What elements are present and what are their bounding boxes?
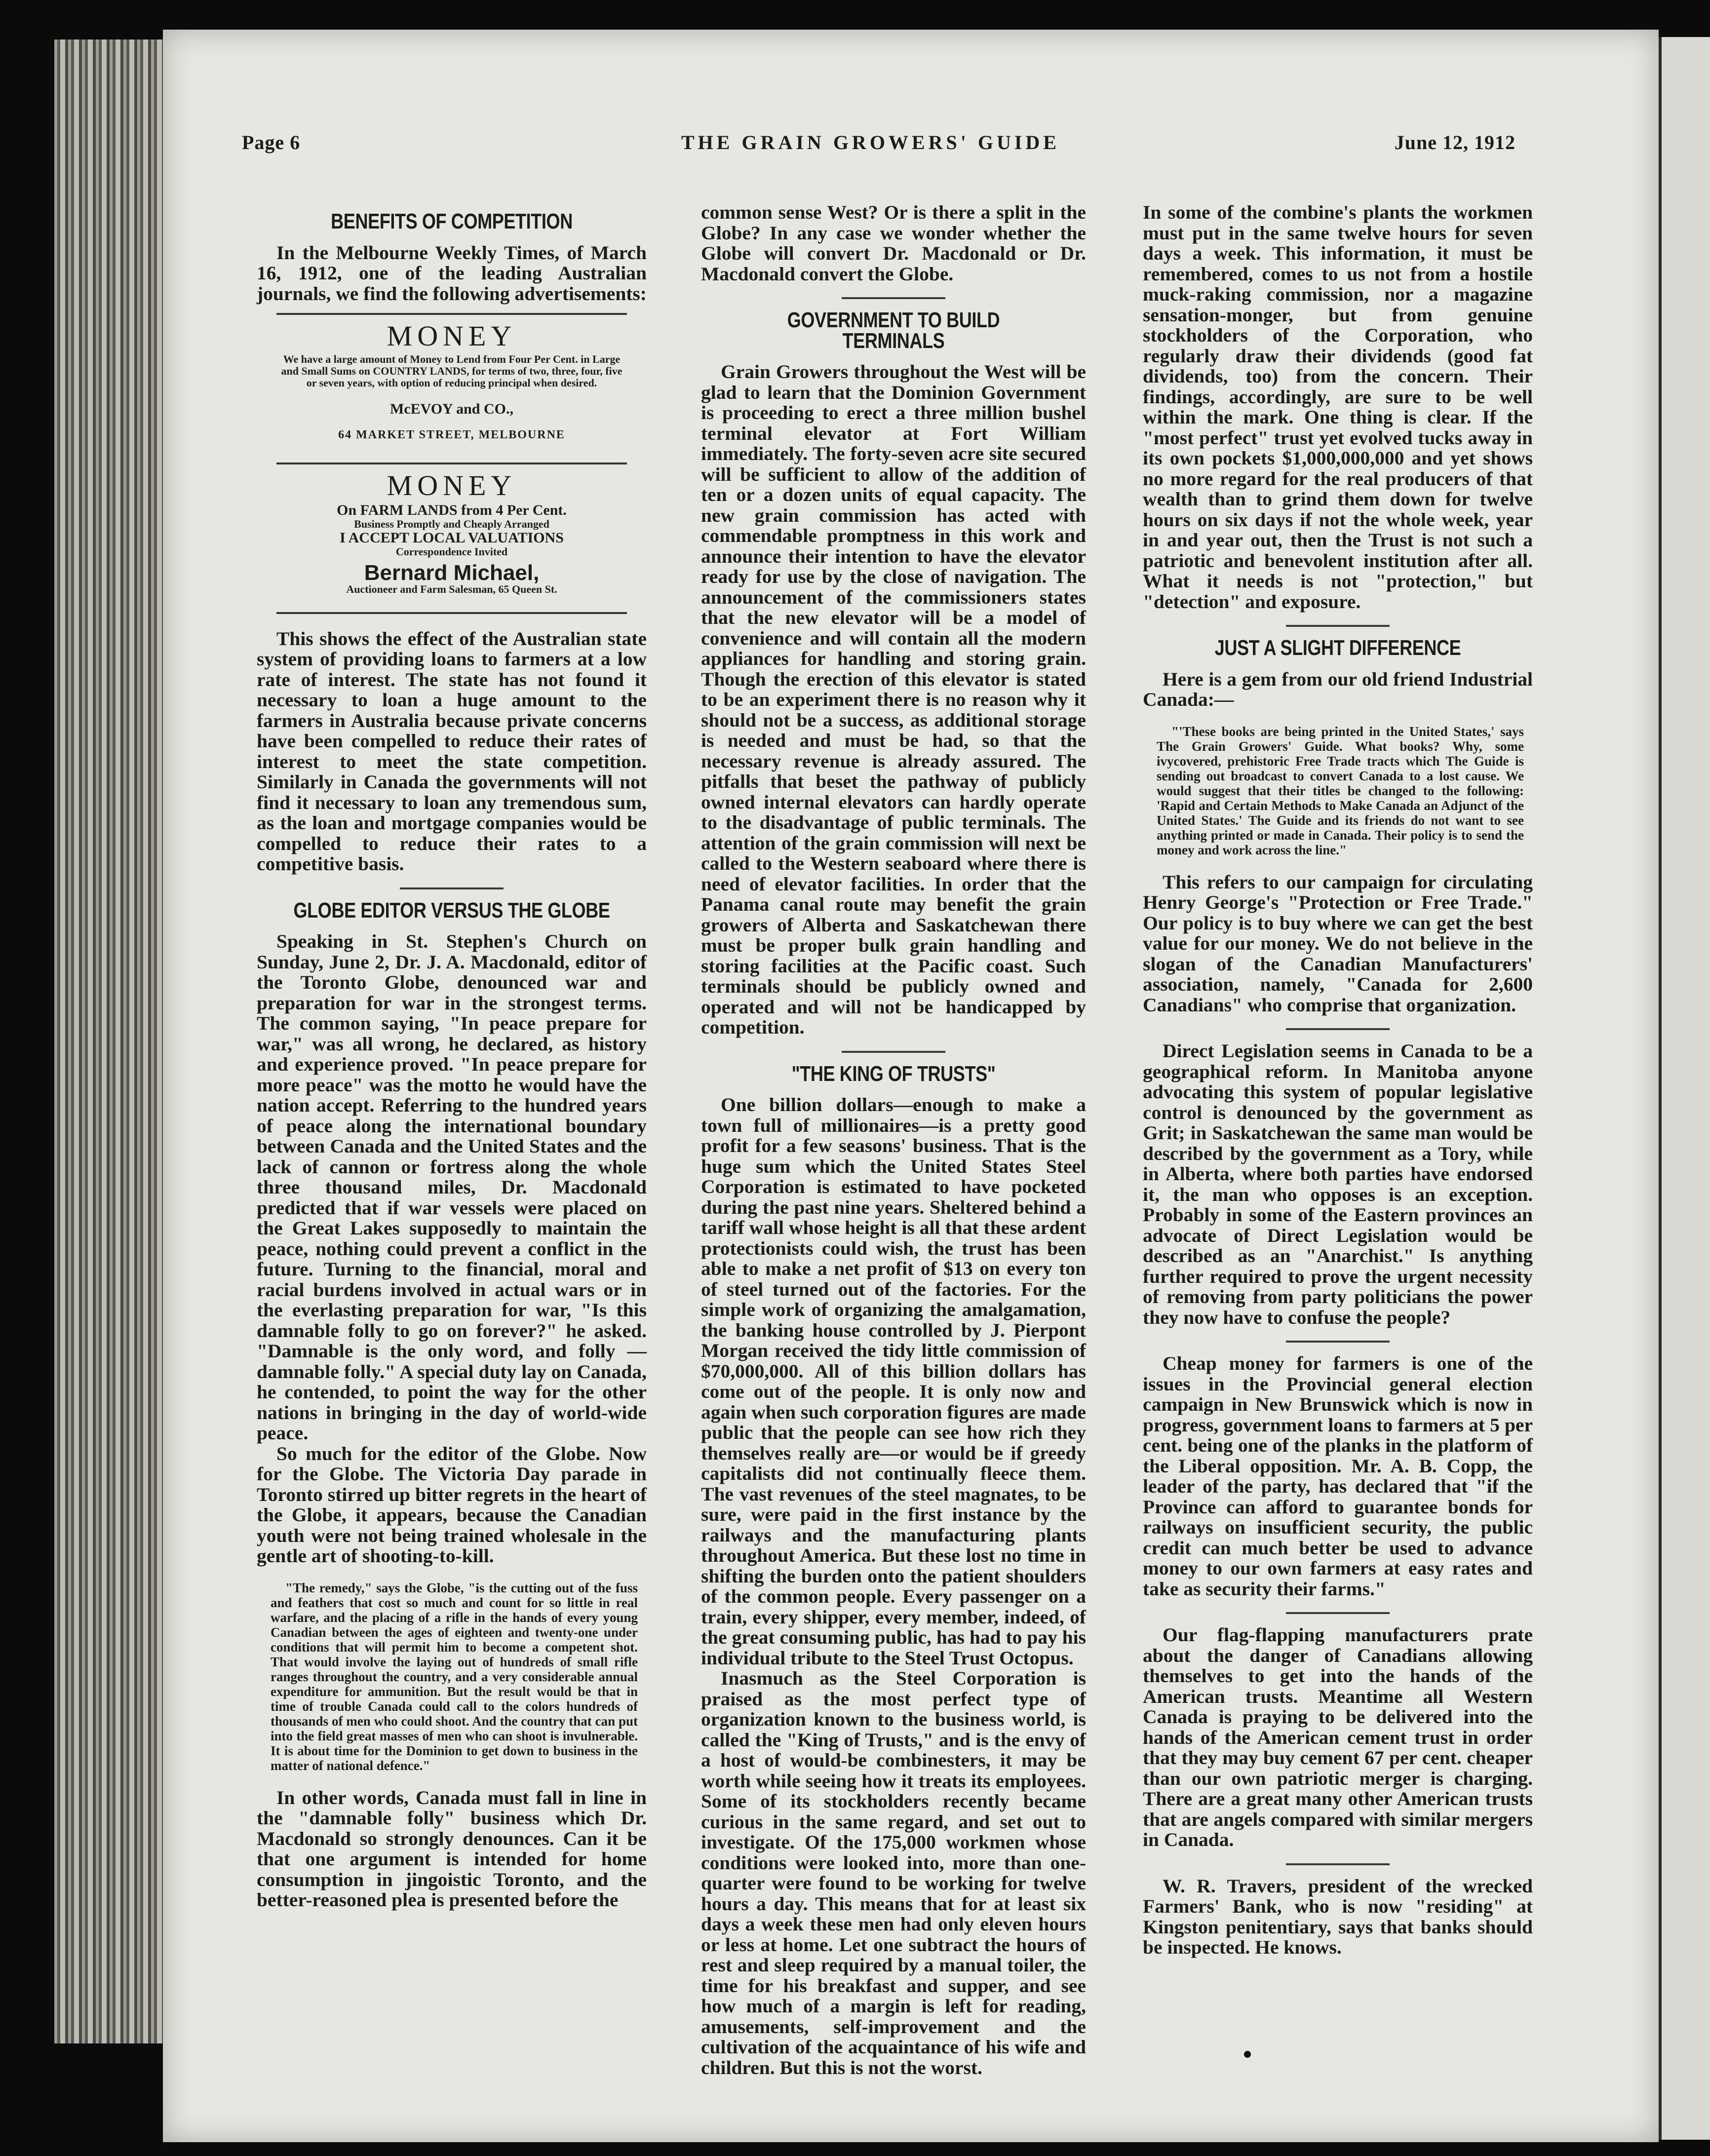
- ink-spot: [1244, 2051, 1251, 2058]
- direct-legislation-paragraph: Direct Legislation seems in Canada to be a geographical reform. In Manitoba anyone advocating this system of popular legislative control is denounced by the government as Grit; in Saskatchewan the same man would be described by the government as a Tory, while in Alberta, where both parties have endorsed it, the man who opposes is an exception. Probably in some of the Eastern provinces an advocate of Direct Legislation would be described as an "Anarchist." Is anything further required to prove the urgent necessity of removing from party politicians the power they now have to confuse the people?: [1143, 1040, 1533, 1328]
- terminals-paragraph: Grain Growers throughout the West will be glad to learn that the Dominion Government is proceeding to erect a three million bushel terminal elevator at Fort William immediately. The forty-seven acre site secured will be sufficient to allow of the addition of ten or a dozen units of equal capacity. The new grain commission has acted with commendable promptness in this work and announce their intention to have the elevator ready for use by the close of navigation. The announcement of the commissioners states that the new elevator will be a model of convenience and will contain all the modern appliances for handling and storing grain. Though the erection of this elevator is stated to be an experiment there is no reason why it should not be a success, as additional storage is needed and must be had, so that the necessary revenue is already assured. The pitfalls that beset the pathway of publicly owned internal elevators can hardly operate to the disadvantage of public terminals. The attention of the grain commission will next be called to the Western seaboard where there is need of elevator facilities. In order that the Panama canal route may benefit the grain growers of Alberta and Saskatchewan there must be proper bulk grain handling and storing facilities at the Pacific coast. Such terminals should be publicly owned and operated and will not be handicapped by competition.: [701, 361, 1086, 1038]
- travers-paragraph: W. R. Travers, president of the wrecked Farmers' Bank, who is now "residing" at Kingston penitentiary, says that banks should be inspected. He knows.: [1143, 1875, 1533, 1958]
- continued-text: In some of the combine's plants the workmen must put in the same twelve hours for seven days a week. This information, it must be remembered, comes to us not from a hostile muck-raking commission, nor a magazine sensation-monger, but from genuine stockholders of the Corporation, who regularly draw their dividends (good fat dividends, too) from the concern. Their findings, accordingly, are sure to be well within the mark. One thing is clear. If the "most perfect" trust yet evolved tucks away in its own pockets $1,000,000,000 and yet shows no more regard for the real producers of that wealth than to grind them down for twelve hours on six days if not the whole week, year in and year out, then the Trust is not such a patriotic and benevolent institution after all. What it needs is not "protection," but "detection" and exposure.: [1143, 201, 1533, 613]
- column-3: [1143, 202, 1533, 1958]
- quotation-text: "'These books are being printed in the United States,' says The Grain Growers' Guide. What books? Why, some ivycovered, prehistoric Free Trade tracts which The Guide is sending out broadcast to convert Canada to a lost cause. We would suggest that their titles be changed to the following: 'Rapid and Certain Methods to Make Canada an Adjunct of the United States.' The Guide and its friends do not want to see anything printed or made in Canada. Their policy is to send the money and work across the line.": [1157, 724, 1524, 857]
- globe-paragraph: Speaking in St. Stephen's Church on Sunday, June 2, Dr. J. A. Macdonald, editor of the Toronto Globe, denounced war and preparation for war in the strongest terms. The common saying, "In peace prepare for war," was all wrong, he declared, as history and experience proved. "In peace prepare for more peace" was the motto he would have the nation accept. Referring to the hundred years of peace along the international boundary between Canada and the United States and the lack of cannon or fortress along the whole three thousand miles, Dr. Macdonald predicted that if war vessels were placed on the Great Lakes supposedly to maintain the peace, nothing could prevent a conflict in the future. Turning to the financial, moral and racial burdens involved in actual wars or in the everlasting preparation for war, "Is this damnable folly to go on forever?" he asked. "Damnable is the only word, and folly —damnable folly." A special duty lay on Canada, he contended, to point the way for the other nations in bringing in the day of world-wide peace.: [257, 930, 647, 1444]
- benefits-intro: In the Melbourne Weekly Times, of March 16, 1912, one of the leading Australian journals, we find the following advertisements:: [257, 241, 647, 305]
- heading-king-of-trusts: "THE KING OF TRUSTS": [791, 1061, 996, 1086]
- column-1: [257, 202, 647, 1911]
- ad-bottom-rule: [276, 612, 627, 614]
- ad-line: Correspondence Invited: [395, 545, 508, 558]
- section-divider: [1286, 1028, 1390, 1030]
- book-page-edges: [54, 39, 168, 2043]
- industrial-canada-quotation: [1157, 724, 1524, 857]
- flag-flapping-paragraph: Our flag-flapping manufacturers prate about the danger of Canadians allowing themselves to get into the hands of the American trusts. Meantime all Western Canada is praying to be delivered into the hands of the American cement trust in order that they may buy cement 67 per cent. cheaper than our own patriotic merger is charging. There are a great many other American trusts that are angels compared with similar mergers in Canada.: [1143, 1624, 1533, 1850]
- globe-paragraph: In other words, Canada must fall in line in the "damnable folly" business which Dr. Macdonald so strongly denounces. Can it be that one argument is intended for home consumption in jingoistic Toronto, and the better-reasoned plea is presented before the: [257, 1786, 647, 1911]
- advertisement-mcevoy: [276, 313, 627, 454]
- slight-paragraph: This refers to our campaign for circulating Henry George's "Protection or Free Trade." Our policy is to buy where we can get the best value for our money. We do not believe in the slogan of the Canadian Manufacturers' association, namely, "Canada for 2,600 Canadians" who comprise that organization.: [1143, 871, 1533, 1016]
- heading-slight-difference: JUST A SLIGHT DIFFERENCE: [1214, 636, 1461, 660]
- publication-title: THE GRAIN GROWERS' GUIDE: [681, 131, 1060, 154]
- ad-title-money: MONEY: [387, 320, 517, 352]
- ad-line: Business Promptly and Cheaply Arranged: [354, 518, 549, 530]
- ad-title-money: MONEY: [387, 469, 517, 501]
- section-divider: [400, 887, 504, 889]
- heading-globe-editor: GLOBE EDITOR VERSUS THE GLOBE: [293, 898, 610, 923]
- heading-benefits-of-competition: BENEFITS OF COMPETITION: [331, 209, 573, 233]
- quotation-text: "The remedy," says the Globe, "is the cutting out of the fuss and feathers that cost so much and count for so little in real warfare, and the placing of a rifle in the hands of every young Canadian between the ages of eighteen and twenty-one under conditions that will permit him to become a competent shot. That would involve the laying out of hundreds of small rifle ranges throughout the country, and a very considerable annual expenditure for ammunition. But the result would be that in time of trouble Canada could call to the colors hundreds of thousands of men who could shoot. And the country that can put into the field great masses of men who can shoot is invulnerable. It is about time for the Dominion to get down to business in the matter of national defence.": [271, 1580, 638, 1773]
- slight-paragraph: Here is a gem from our old friend Industrial Canada:—: [1143, 668, 1533, 710]
- issue-date: June 12, 1912: [1394, 131, 1516, 154]
- adjacent-page-edge: [1659, 37, 1710, 2140]
- section-divider: [842, 1051, 945, 1053]
- ad-firm: McEVOY and CO.,: [390, 400, 513, 417]
- trusts-paragraph: Inasmuch as the Steel Corporation is praised as the most perfect type of organization known to the business world, is called the "King of Trusts," and is the envy of a host of would-be combinesters, it may be worth while seeing how it treats its employees. Some of its stockholders recently became curious in the same regard, and set out to investigate. Of the 175,000 workmen whose conditions were looked into, more than one-quarter were found to be working for twelve hours a day. This means that for at least six days a week these men had only eleven hours or less at home. Let one subtract the hours of rest and sleep required by a manual toiler, the time for his breakfast and supper, and see how much of a margin is left for reading, amusements, self-improvement and the cultivation of the acquaintance of his wife and children. But this is not the worst.: [701, 1667, 1086, 2079]
- column-2: [701, 202, 1086, 2078]
- ad-line: Auctioneer and Farm Salesman, 65 Queen St.: [346, 582, 557, 595]
- section-divider: [1286, 1612, 1390, 1614]
- ad-address: 64 MARKET STREET, MELBOURNE: [338, 428, 565, 441]
- page-number: Page 6: [242, 131, 301, 154]
- heading-government-terminals: GOVERNMENT TO BUILD TERMINALS: [787, 308, 1000, 353]
- section-divider: [842, 297, 945, 299]
- ad-body: We have a large amount of Money to Lend from Four Per Cent. in Large and Small Sums on COUNTRY LANDS, for terms of two, three, four, five or seven years, with option of reducing principal when desired.: [281, 352, 622, 389]
- continued-text: common sense West? Or is there a split in the Globe? In any case we wonder whether the Globe will convert Dr. Macdonald or Dr. Macdonald convert the Globe.: [701, 201, 1086, 285]
- newspaper-page: [163, 30, 1659, 2142]
- ad-line: On FARM LANDS from 4 Per Cent.: [337, 502, 567, 518]
- cheap-money-paragraph: Cheap money for farmers is one of the issues in the Provincial general election campaign in New Brunswick which is now in progress, government loans to farmers at 5 per cent. being one of the planks in the platform of the Liberal opposition. Mr. A. B. Copp, the leader of the party, has declared that "if the Province can afford to guarantee bonds for railways on insufficient security, the public credit can much better be used to advance money to our own farmers at easy rates and take as security their farms.": [1143, 1352, 1533, 1600]
- advertisement-bernard-michael: [276, 462, 627, 603]
- ad-line: I ACCEPT LOCAL VALUATIONS: [340, 530, 564, 546]
- section-divider: [1286, 1863, 1390, 1865]
- benefits-body: This shows the effect of the Australian state system of providing loans to farmers at a low rate of interest. The state has not found it necessary to loan a huge amount to the farmers in Australia because private concerns have been compelled to reduce their rates of interest to meet the state competition. Similarly in Canada the governments will not find it necessary to loan any tremendous sum, as the loan and mortgage companies would be compelled to reduce their rates to a competitive basis.: [257, 627, 647, 875]
- trusts-paragraph: One billion dollars—enough to make a town full of millionaires—is a pretty good profit for a few seasons' business. That is the huge sum which the United States Steel Corporation is estimated to have pocketed during the past nine years. Sheltered behind a tariff wall whose height is all that these ardent protectionists could wish, the trust has been able to make a net profit of $13 on every ton of steel turned out of the factories. For the simple work of organizing the amalgamation, the banking house controlled by J. Pierpont Morgan received the tidy little commission of $70,000,000. All of this billion dollars has come out of the people. It is only now and again when such corporation figures are made public that the people can see how rich they themselves really are—or would be if greedy capitalists did not continually fleece them. The vast revenues of the steel magnates, to be sure, were paid in the first instance by the railways and the manufacturing plants throughout America. But these lost no time in shifting the burden onto the patient shoulders of the common people. Every passenger on a train, every shipper, every member, indeed, of the great consuming public, has had to pay his individual tribute to the Steel Trust Octopus.: [701, 1094, 1086, 1669]
- ad-advertiser-name: Bernard Michael,: [364, 561, 540, 585]
- globe-quotation: [271, 1580, 638, 1773]
- section-divider: [1286, 1341, 1390, 1343]
- globe-paragraph: So much for the editor of the Globe. Now for the Globe. The Victoria Day parade in Toronto stirred up bitter regrets in the heart of the Globe, it appears, because the Canadian youth were not being trained wholesale in the gentle art of shooting-to-kill.: [257, 1442, 647, 1567]
- section-divider: [1286, 625, 1390, 627]
